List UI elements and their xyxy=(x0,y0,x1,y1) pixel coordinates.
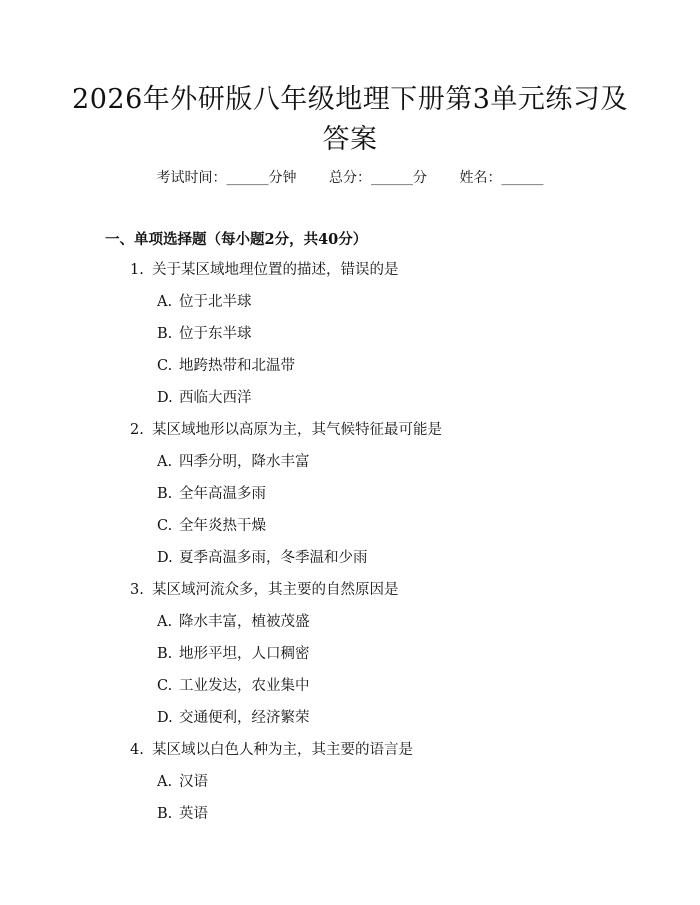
question-number: 3. xyxy=(130,582,144,598)
student-name-field: 姓名：______ xyxy=(459,170,544,186)
option-letter: A. xyxy=(157,614,173,630)
question-4 xyxy=(130,740,413,760)
option-letter: D. xyxy=(157,710,173,726)
option-text: 英语 xyxy=(179,806,208,822)
option-letter: A. xyxy=(157,454,173,470)
option-3b xyxy=(157,644,310,664)
option-text: 降水丰富，植被茂盛 xyxy=(179,614,310,630)
option-text: 夏季高温多雨，冬季温和少雨 xyxy=(179,550,368,566)
option-2b xyxy=(157,484,266,504)
option-letter: B. xyxy=(157,326,173,342)
question-text: 关于某区域地理位置的描述，错误的是 xyxy=(152,262,399,278)
exam-time-field: 考试时间：______分钟 xyxy=(156,170,297,186)
question-text: 某区域地形以高原为主，其气候特征最可能是 xyxy=(152,422,442,438)
question-number: 4. xyxy=(130,742,144,758)
option-letter: B. xyxy=(157,486,173,502)
total-score-field: 总分：______分 xyxy=(329,170,427,186)
question-number: 1. xyxy=(130,262,144,278)
option-3c xyxy=(157,676,310,696)
option-4b xyxy=(157,804,208,824)
question-2 xyxy=(130,420,442,440)
option-letter: B. xyxy=(157,646,173,662)
option-2c xyxy=(157,516,266,536)
option-letter: A. xyxy=(157,774,173,790)
option-1c xyxy=(157,356,295,376)
option-3d xyxy=(157,708,310,728)
option-4a xyxy=(157,772,208,792)
exam-meta xyxy=(0,168,700,188)
option-text: 位于东半球 xyxy=(179,326,252,342)
option-text: 四季分明，降水丰富 xyxy=(179,454,310,470)
option-1d xyxy=(157,388,252,408)
option-3a xyxy=(157,612,310,632)
option-letter: C. xyxy=(157,358,173,374)
option-text: 汉语 xyxy=(179,774,208,790)
question-text: 某区域河流众多，其主要的自然原因是 xyxy=(152,582,399,598)
question-number: 2. xyxy=(130,422,144,438)
option-letter: C. xyxy=(157,518,173,534)
option-letter: A. xyxy=(157,294,173,310)
option-text: 全年高温多雨 xyxy=(179,486,266,502)
option-letter: D. xyxy=(157,550,173,566)
option-text: 工业发达，农业集中 xyxy=(179,678,310,694)
option-text: 位于北半球 xyxy=(179,294,252,310)
option-letter: B. xyxy=(157,806,173,822)
option-text: 西临大西洋 xyxy=(179,390,252,406)
option-1a xyxy=(157,292,252,312)
option-2d xyxy=(157,548,368,568)
question-3 xyxy=(130,580,399,600)
option-2a xyxy=(157,452,310,472)
option-text: 地形平坦，人口稠密 xyxy=(179,646,310,662)
option-text: 全年炎热干燥 xyxy=(179,518,266,534)
option-1b xyxy=(157,324,252,344)
section-heading: 一、单项选择题（每小题2分，共40分） xyxy=(105,231,368,248)
option-text: 交通便利，经济繁荣 xyxy=(179,710,310,726)
question-1 xyxy=(130,260,399,280)
question-text: 某区域以白色人种为主，其主要的语言是 xyxy=(152,742,413,758)
option-text: 地跨热带和北温带 xyxy=(179,358,295,374)
option-letter: D. xyxy=(157,390,173,406)
document-title: 2026年外研版八年级地理下册第3单元练习及答案 xyxy=(72,84,628,155)
option-letter: C. xyxy=(157,678,173,694)
